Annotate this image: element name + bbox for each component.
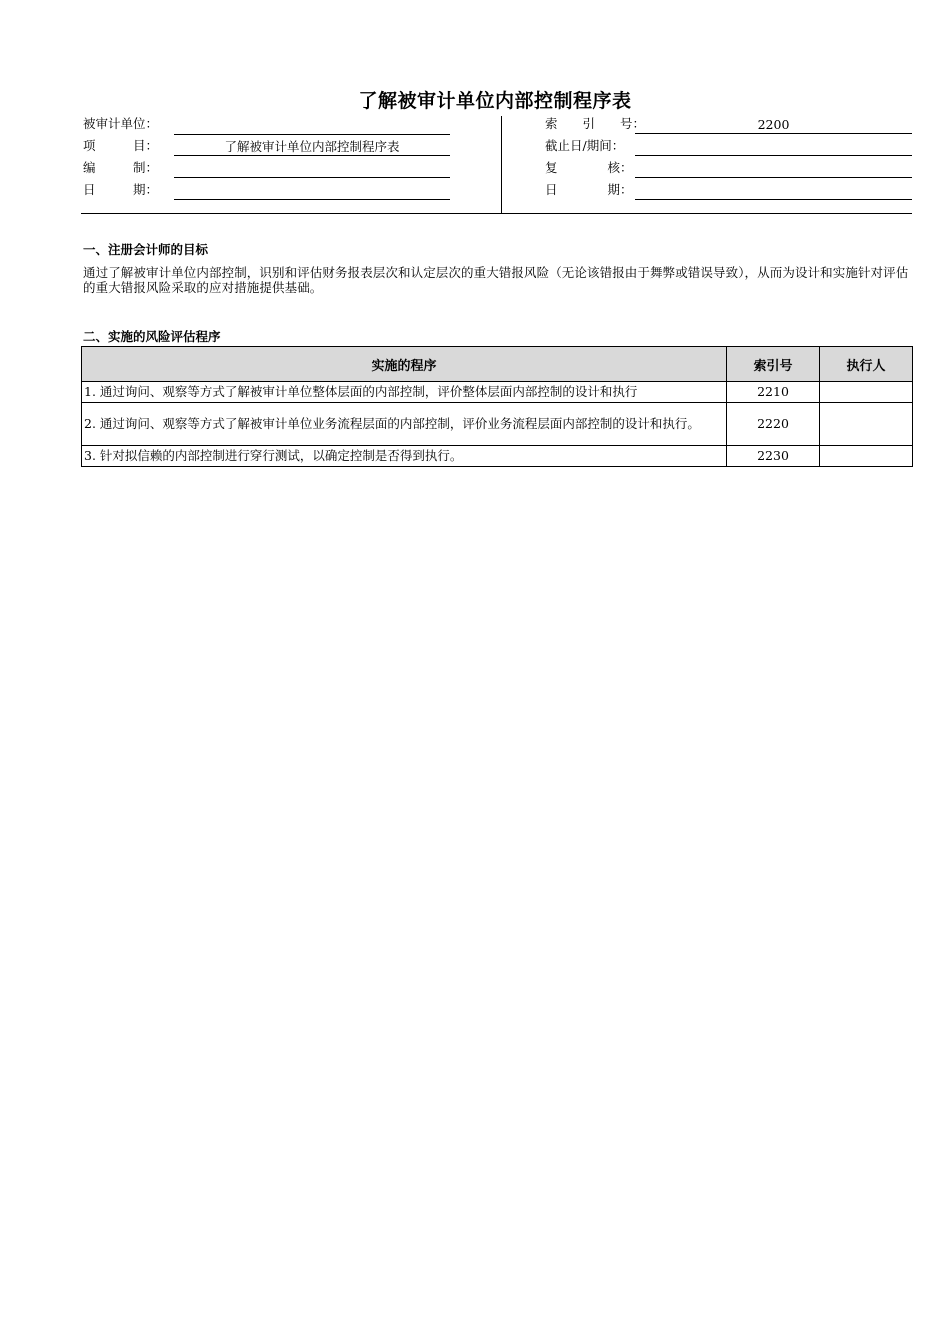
procedure-cell[interactable]: 3. 针对拟信赖的内部控制进行穿行测试，以确定控制是否得到执行。 — [82, 446, 727, 467]
header-divider — [501, 116, 502, 214]
index-cell[interactable]: 2220 — [727, 403, 820, 446]
section-objective-text: 通过了解被审计单位内部控制，识别和评估财务报表层次和认定层次的重大错报风险（无论该错报由于舞弊或错误导致），从而为设计和实施针对评估的重大错报风险采取的应对措施提供基础。 — [83, 265, 909, 295]
reviewer-label: 复 核： — [545, 160, 633, 175]
table-row — [82, 446, 913, 467]
executor-cell[interactable] — [820, 403, 913, 446]
table-row — [82, 403, 913, 446]
prep-date-field[interactable] — [174, 183, 450, 200]
index-cell[interactable]: 2210 — [727, 382, 820, 403]
auditee-label: 被审计单位： — [83, 116, 159, 131]
page-title: 了解被审计单位内部控制程序表 — [358, 90, 632, 112]
col-header-executor: 执行人 — [820, 347, 913, 382]
index-label: 索 引 号： — [545, 116, 646, 131]
section-procedures-heading: 二、实施的风险评估程序 — [83, 329, 221, 344]
period-label: 截止日/期间： — [545, 138, 625, 153]
col-header-index: 索引号 — [727, 347, 820, 382]
col-header-procedure: 实施的程序 — [82, 347, 727, 382]
period-field[interactable] — [635, 139, 912, 156]
reviewer-field[interactable] — [635, 161, 912, 178]
review-date-field[interactable] — [635, 183, 912, 200]
procedure-cell[interactable]: 2. 通过询问、观察等方式了解被审计单位业务流程层面的内部控制，评价业务流程层面内部控制的设计和执行。 — [82, 403, 727, 446]
index-cell[interactable]: 2230 — [727, 446, 820, 467]
executor-cell[interactable] — [820, 446, 913, 467]
review-date-label: 日 期： — [545, 182, 633, 197]
procedures-table — [81, 346, 913, 467]
preparer-label: 编 制： — [83, 160, 159, 175]
executor-cell[interactable] — [820, 382, 913, 403]
index-field[interactable]: 2200 — [635, 117, 912, 134]
procedure-cell[interactable]: 1. 通过询问、观察等方式了解被审计单位整体层面的内部控制，评价整体层面内部控制的设计和执行 — [82, 382, 727, 403]
project-label: 项 目： — [83, 138, 159, 153]
auditee-field[interactable] — [174, 118, 450, 135]
prep-date-label: 日 期： — [83, 182, 159, 197]
project-field[interactable]: 了解被审计单位内部控制程序表 — [174, 139, 450, 156]
table-row — [82, 382, 913, 403]
section-objective-heading: 一、注册会计师的目标 — [83, 242, 209, 257]
header-bottom-rule — [81, 213, 912, 214]
preparer-field[interactable] — [174, 161, 450, 178]
